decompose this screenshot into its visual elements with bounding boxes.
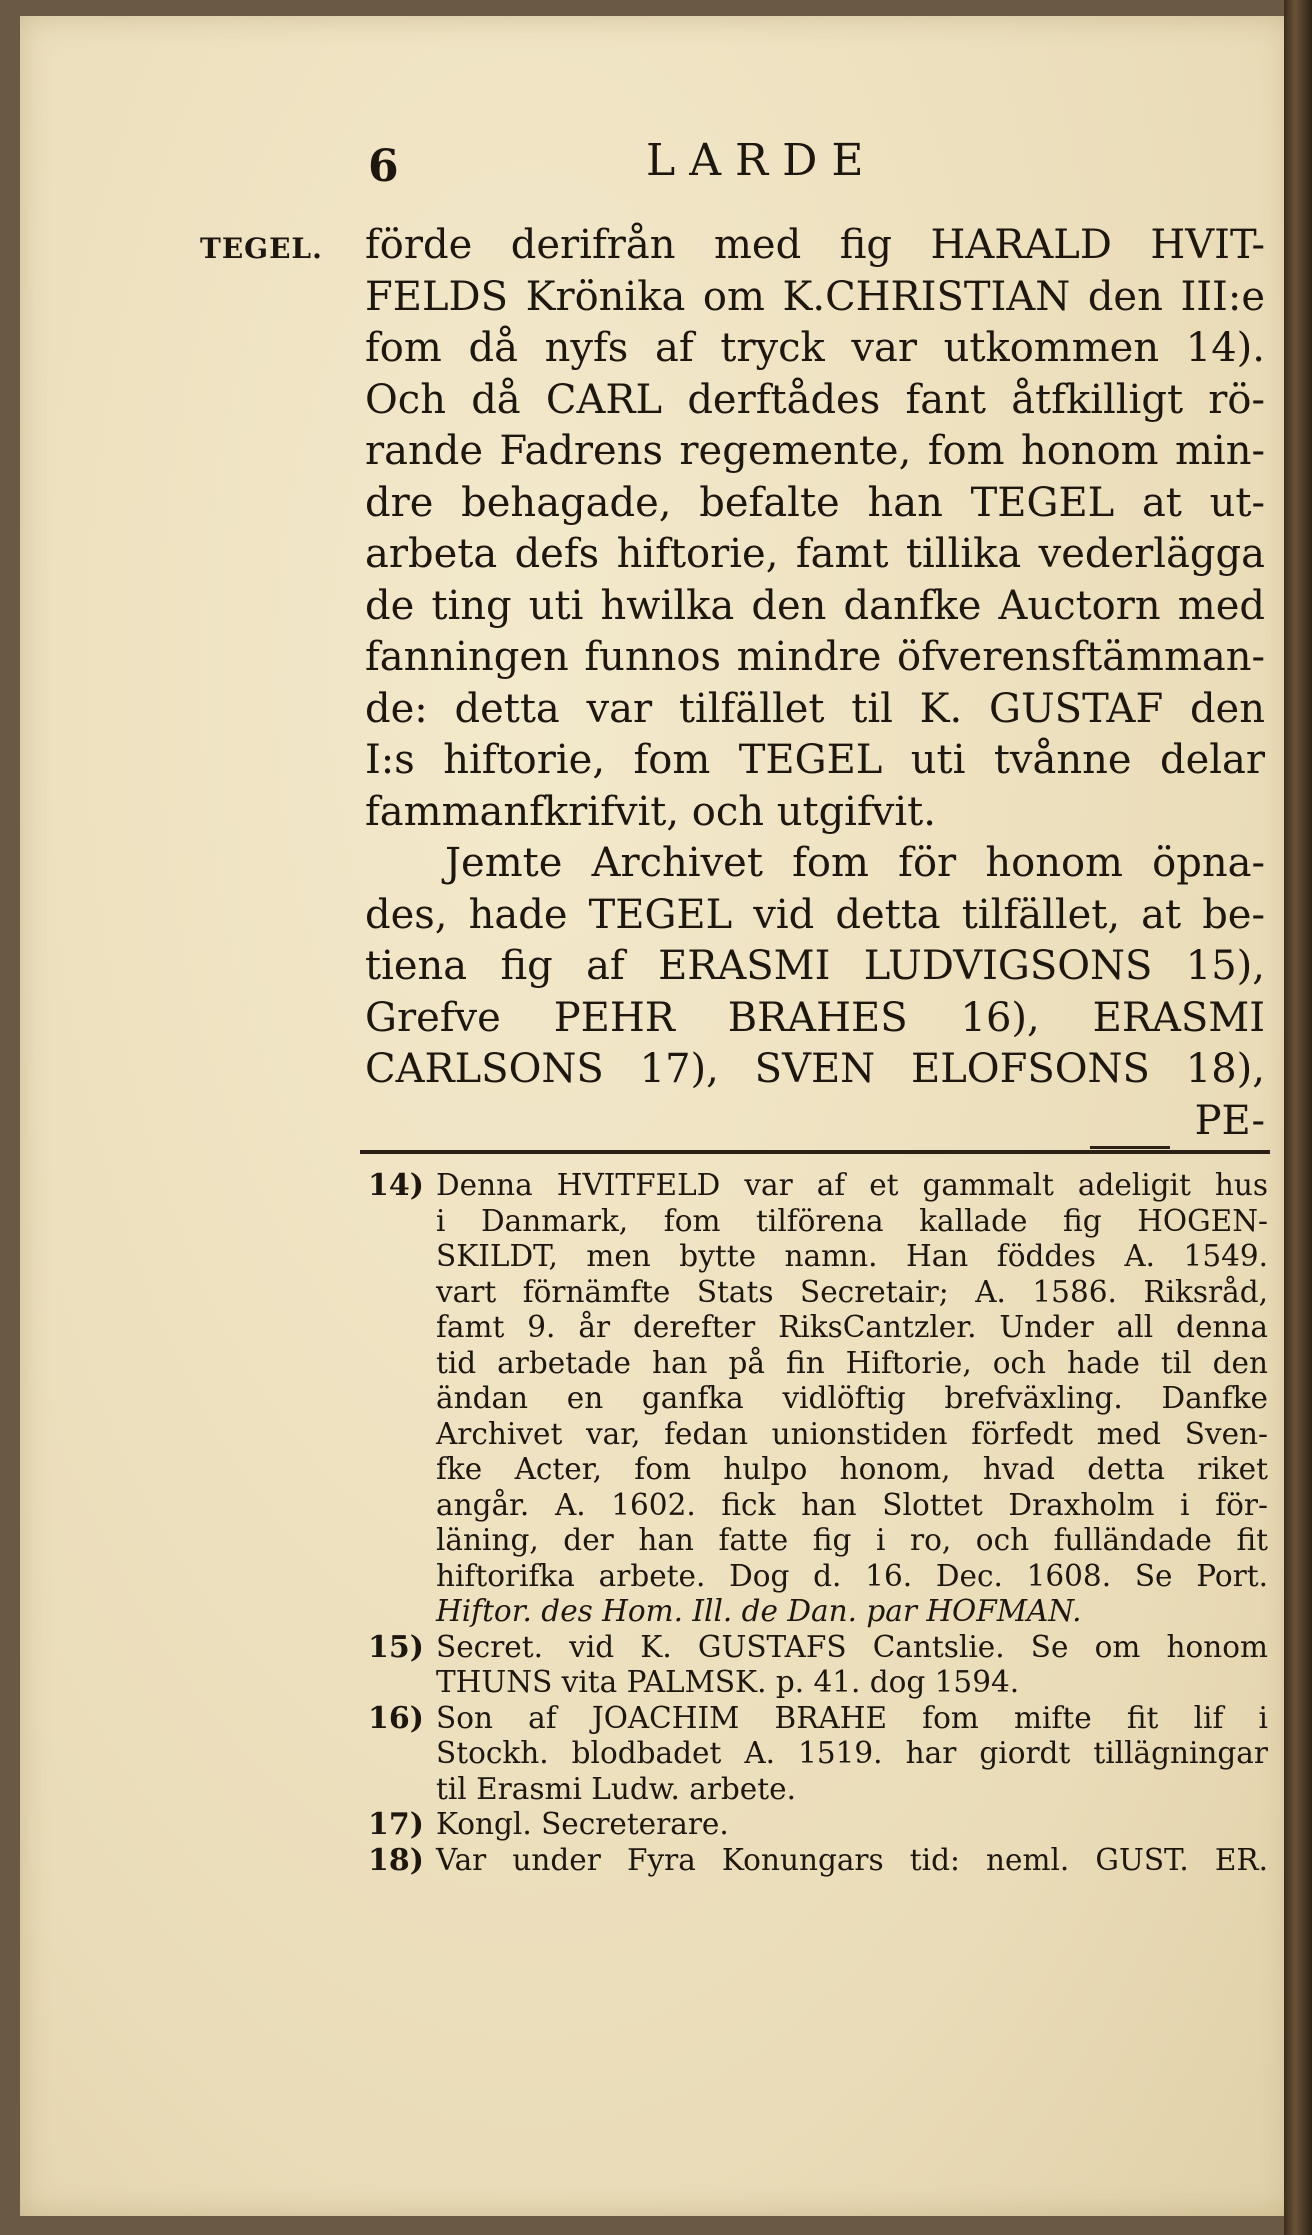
footnote-line: Secret. vid K. GUSTAFS Cantslie. Se om honom [436, 1629, 1268, 1664]
footnote-line: SKILDT, men bytte namn. Han föddes A. 1549. [436, 1239, 1268, 1273]
footnote-18 [368, 1843, 1268, 1879]
footnote-number: 15) [368, 1629, 424, 1665]
footnote-line: Son af JOACHIM BRAHE fom mifte fit lif i [436, 1700, 1268, 1735]
footnote-line: til Erasmi Ludw. arbete. [436, 1771, 796, 1806]
text-line: förde derifrån med fig HARALD HVIT- [365, 222, 1265, 268]
footnote-15 [368, 1630, 1268, 1701]
footnote-number: 14) [368, 1168, 424, 1203]
footnote-line: vart förnämfte Stats Secretair; A. 1586. Riksråd, [436, 1274, 1268, 1309]
main-text [365, 220, 1265, 1147]
text-line: rande Fadrens regemente, fom honom min- [365, 428, 1265, 474]
footnotes [368, 1168, 1268, 1878]
text-line: fom då nyfs af tryck var utkommen 14). [365, 325, 1265, 371]
footnote-line: Archivet var, fedan unionstiden förfedt med Sven- [436, 1416, 1268, 1451]
footnote-line: fke Acter, fom hulpo honom, hvad detta riket [436, 1452, 1268, 1486]
text-line: I:s hiftorie, fom TEGEL uti tvånne delar [365, 737, 1265, 783]
footnote-number: 18) [368, 1842, 424, 1878]
text-line: CARLSONS 17), SVEN ELOFSONS 18), [365, 1046, 1265, 1092]
footnote-14 [368, 1168, 1268, 1630]
footnote-line: ändan en ganfka vidlöftig brefväxling. Danfke [436, 1381, 1268, 1415]
footnote-line: Var under Fyra Konungars tid: neml. GUST. ER. [436, 1842, 1268, 1877]
footnote-line: Stockh. blodbadet A. 1519. har giordt tillägningar [436, 1736, 1268, 1770]
footnote-line: Hiftor. des Hom. Ill. de Dan. par HOFMAN. [436, 1594, 1082, 1628]
footnote-16 [368, 1701, 1268, 1808]
margin-note: TEGEL. [200, 232, 323, 265]
book-spine [1284, 0, 1312, 2235]
page-number: 6 [368, 141, 399, 192]
page-header [340, 135, 1040, 195]
text-line: fanningen funnos mindre öfverensftämman- [365, 634, 1265, 680]
footnote-line: hiftorifka arbete. Dog d. 16. Dec. 1608. Se Port. [436, 1558, 1268, 1593]
footnote-rule-ornament [1090, 1146, 1170, 1149]
text-line: arbeta defs hiftorie, famt tillika vederlägga [365, 531, 1265, 577]
text-line: tiena fig af ERASMI LUDVIGSONS 15), [365, 943, 1265, 989]
footnote-line: famt 9. år derefter RiksCantzler. Under all denna [436, 1310, 1268, 1344]
text-line: de ting uti hwilka den danfke Auctorn med [365, 582, 1265, 629]
footnote-line: i Danmark, fom tilförena kallade fig HOGEN- [436, 1203, 1268, 1238]
text-line: dre behagade, befalte han TEGEL at ut- [365, 479, 1265, 526]
footnote-line: THUNS vita PALMSK. p. 41. dog 1594. [436, 1665, 1020, 1699]
footnote-line: angår. A. 1602. fick han Slottet Draxholm i för- [436, 1487, 1268, 1522]
footnote-rule [360, 1150, 1270, 1154]
text-line: fammanfkrifvit, och utgifvit. [365, 788, 936, 835]
footnote-line: tid arbetade han på fin Hiftorie, och hade til den [436, 1345, 1268, 1380]
running-title: LARDE [646, 135, 878, 186]
text-line: FELDS Krönika om K.CHRISTIAN den III:e [365, 273, 1265, 320]
text-line: des, hade TEGEL vid detta tilfället, at be- [365, 891, 1265, 938]
catchword: PE- [1194, 1097, 1265, 1144]
footnote-line: Kongl. Secreterare. [436, 1807, 729, 1841]
footnote-line: Denna HVITFELD var af et gammalt adeligit hus [436, 1168, 1268, 1202]
text-line: de: detta var tilfället til K. GUSTAF den [365, 685, 1265, 732]
text-line: Grefve PEHR BRAHES 16), ERASMI [365, 994, 1265, 1041]
text-line: Och då CARL derftådes fant åtfkilligt rö- [365, 376, 1265, 423]
footnote-number: 17) [368, 1807, 424, 1842]
footnote-number: 16) [368, 1700, 424, 1736]
footnote-line: läning, der han fatte fig i ro, och fulländade fit [436, 1523, 1268, 1557]
footnote-17 [368, 1807, 1268, 1843]
text-line: Jemte Archivet fom för honom öpna- [445, 840, 1265, 886]
